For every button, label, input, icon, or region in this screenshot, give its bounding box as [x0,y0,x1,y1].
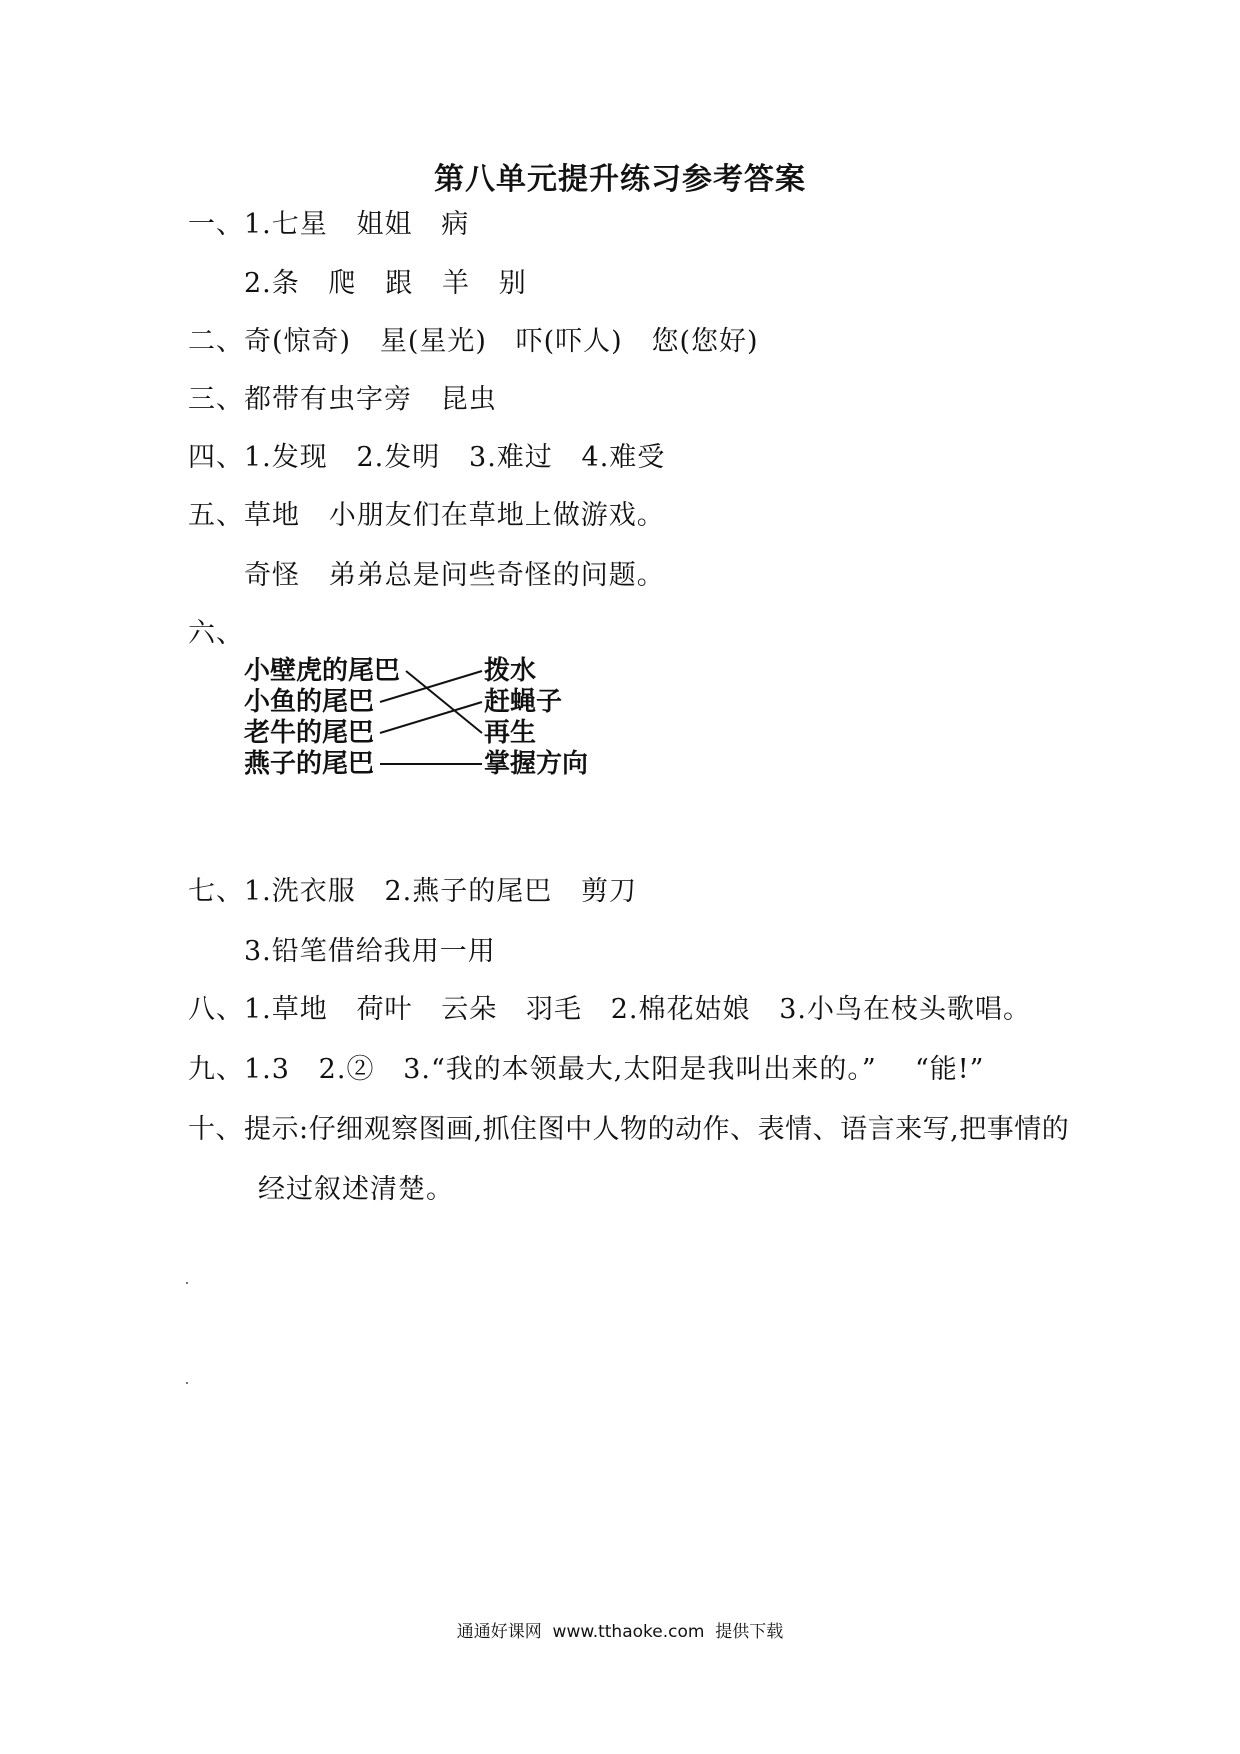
answer-text: 奇怪 弟弟总是问些奇怪的问题。 [244,560,665,591]
question-number: 五、 [188,500,244,531]
question-number: 六、 [188,618,244,649]
match-connector-line [380,702,482,733]
answer-text: 3.铅笔借给我用一用 [244,936,496,967]
answer-text: 经过叙述清楚。 [258,1174,454,1205]
answer-text: 1.洗衣服 2.燕子的尾巴 剪刀 [244,876,638,907]
match-left-item: 小鱼的尾巴 [244,687,375,717]
answer-10-line-1 [188,1110,1069,1150]
match-right-item: 掌握方向 [484,749,589,779]
answer-text: 奇(惊奇) 星(星光) 吓(吓人) 您(您好) [244,326,759,357]
question-number: 二、 [188,326,244,357]
answer-text: 1.草地 荷叶 云朵 羽毛 2.棉花姑娘 3.小鸟在枝头歌唱。 [244,994,1032,1025]
page-title: 第八单元提升练习参考答案 [434,162,806,197]
answer-text: 草地 小朋友们在草地上做游戏。 [244,500,665,531]
match-right-item: 拨水 [484,656,537,686]
answer-10-line-2 [258,1170,454,1210]
answer-text: 都带有虫字旁 昆虫 [244,384,497,415]
answer-7-line-1 [188,872,637,912]
question-number: 一、 [188,209,244,240]
question-number: 十、 [188,1114,243,1145]
scan-speck [186,1382,188,1384]
answer-9 [188,1050,984,1090]
match-connector-line [406,671,482,733]
match-left-item: 燕子的尾巴 [244,749,375,779]
scan-speck [186,1282,188,1284]
question-number: 九、 [188,1054,244,1085]
answer-text: 提示:仔细观察图画,抓住图中人物的动作、表情、语言来写,把事情的 [244,1114,1070,1145]
answer-text: 1.3 2.② 3.“我的本领最大,太阳是我叫出来的。” “能!” [244,1054,985,1085]
question-number: 三、 [188,384,244,415]
question-number: 七、 [188,876,244,907]
match-connector-line [380,671,482,702]
answer-text: 1.七星 姐姐 病 [244,209,470,240]
match-left-item: 老牛的尾巴 [244,718,375,748]
match-left-item: 小壁虎的尾巴 [244,656,401,686]
answer-text: 2.条 爬 跟 羊 别 [244,268,527,299]
match-right-item: 赶蝇子 [484,687,563,717]
footer-credit: 通通好课网 www.tthaoke.com 提供下载 [456,1622,784,1642]
question-number: 八、 [188,994,244,1025]
answer-8 [188,990,1031,1030]
answer-text: 1.发现 2.发明 3.难过 4.难受 [244,442,666,473]
question-number: 四、 [188,442,244,473]
answer-7-line-2 [188,932,496,972]
match-right-item: 再生 [484,718,537,748]
match-connector-lines [0,0,1240,820]
